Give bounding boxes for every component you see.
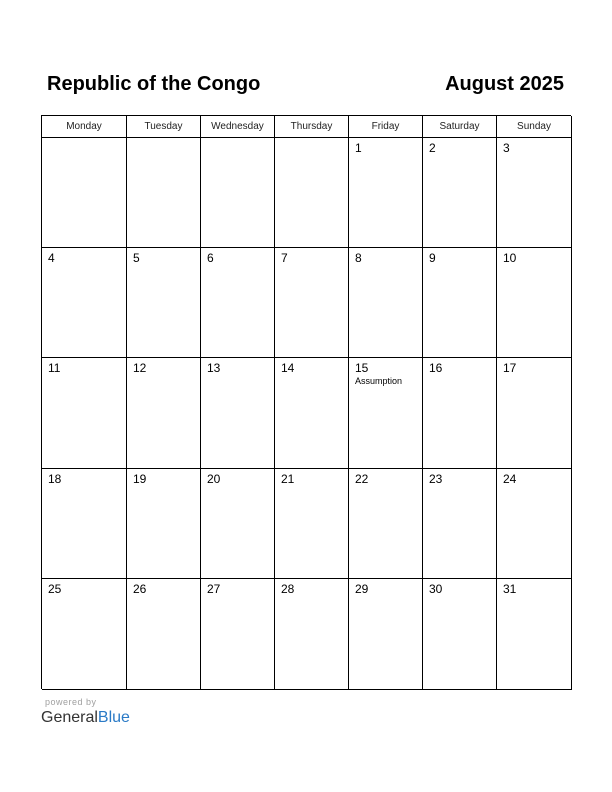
day-cell xyxy=(349,469,423,579)
day-cell xyxy=(349,579,423,690)
calendar-weeks xyxy=(42,138,571,690)
calendar-grid xyxy=(41,115,571,689)
day-number: 27 xyxy=(207,582,221,596)
day-number: 28 xyxy=(281,582,295,596)
powered-by-label: powered by xyxy=(45,697,97,707)
day-number: 15 xyxy=(355,361,369,375)
day-number: 31 xyxy=(503,582,517,596)
day-cell xyxy=(497,579,572,690)
day-number: 25 xyxy=(48,582,62,596)
brand-general-text: General xyxy=(41,709,98,726)
day-cell xyxy=(42,248,127,358)
day-number: 13 xyxy=(207,361,221,375)
day-number: 24 xyxy=(503,472,517,486)
day-number: 21 xyxy=(281,472,295,486)
day-number: 2 xyxy=(429,141,436,155)
day-number: 4 xyxy=(48,251,55,265)
day-cell xyxy=(497,138,572,248)
day-number: 22 xyxy=(355,472,369,486)
day-cell xyxy=(423,248,497,358)
day-number: 11 xyxy=(48,361,61,375)
day-cell xyxy=(201,358,275,469)
day-number: 19 xyxy=(133,472,147,486)
page-title-country: Republic of the Congo xyxy=(47,73,261,95)
day-cell xyxy=(42,138,127,248)
day-cell xyxy=(201,248,275,358)
day-cell xyxy=(423,469,497,579)
day-cell xyxy=(423,579,497,690)
day-number: 17 xyxy=(503,361,517,375)
day-cell xyxy=(201,579,275,690)
day-cell xyxy=(201,138,275,248)
brand-logo xyxy=(41,708,130,728)
day-cell xyxy=(127,358,201,469)
day-number: 1 xyxy=(355,141,362,155)
day-number: 20 xyxy=(207,472,221,486)
day-cell xyxy=(349,248,423,358)
day-number: 3 xyxy=(503,141,510,155)
day-cell xyxy=(275,248,349,358)
weekday-header-saturday: Saturday xyxy=(423,116,497,138)
brand-blue-text: Blue xyxy=(97,709,130,726)
day-cell xyxy=(423,358,497,469)
day-cell xyxy=(127,469,201,579)
day-number: 9 xyxy=(429,251,436,265)
day-number: 26 xyxy=(133,582,147,596)
day-cell xyxy=(497,248,572,358)
day-number: 23 xyxy=(429,472,443,486)
day-cell xyxy=(497,358,572,469)
day-number: 12 xyxy=(133,361,147,375)
day-cell xyxy=(275,579,349,690)
day-number: 30 xyxy=(429,582,443,596)
day-cell xyxy=(275,138,349,248)
day-number: 7 xyxy=(281,251,288,265)
day-number: 16 xyxy=(429,361,443,375)
weekday-header-thursday: Thursday xyxy=(275,116,349,138)
day-cell xyxy=(201,469,275,579)
day-cell xyxy=(275,469,349,579)
weekday-header-sunday: Sunday xyxy=(497,116,572,138)
day-cell xyxy=(275,358,349,469)
day-number: 18 xyxy=(48,472,62,486)
day-cell xyxy=(349,138,423,248)
weekday-header-monday: Monday xyxy=(42,116,127,138)
day-cell xyxy=(42,358,127,469)
day-cell xyxy=(497,469,572,579)
weekday-header-wednesday: Wednesday xyxy=(201,116,275,138)
day-number: 5 xyxy=(133,251,140,265)
weekday-header-friday: Friday xyxy=(349,116,423,138)
day-cell xyxy=(42,469,127,579)
day-cell xyxy=(349,358,423,469)
weekday-header-tuesday: Tuesday xyxy=(127,116,201,138)
brand-footer xyxy=(41,697,130,728)
day-event: Assumption xyxy=(355,376,403,386)
weekday-header-row xyxy=(42,116,571,138)
day-cell xyxy=(127,138,201,248)
day-number: 6 xyxy=(207,251,214,265)
day-cell xyxy=(127,248,201,358)
day-number: 10 xyxy=(503,251,517,265)
day-cell xyxy=(127,579,201,690)
day-cell xyxy=(423,138,497,248)
day-number: 29 xyxy=(355,582,369,596)
day-cell xyxy=(42,579,127,690)
day-number: 14 xyxy=(281,361,295,375)
day-number: 8 xyxy=(355,251,362,265)
page-title-month: August 2025 xyxy=(445,73,564,95)
